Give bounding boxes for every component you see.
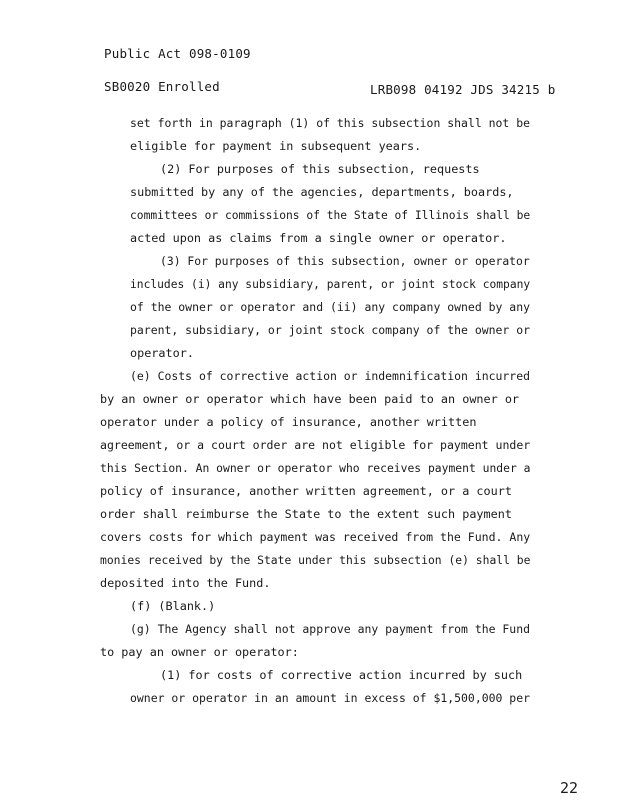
body-line: by an owner or operator which have been paid to an owner or bbox=[100, 392, 520, 406]
body-line: (g) The Agency shall not approve any payment from the Fund bbox=[130, 622, 530, 636]
body-line: covers costs for which payment was received from the Fund. Any bbox=[100, 530, 531, 544]
body-line: (1) for costs of corrective action incurred by such bbox=[160, 668, 523, 682]
body-line: agreement, or a court order are not eligible for payment under bbox=[100, 438, 531, 452]
body-line: includes (i) any subsidiary, parent, or joint stock company bbox=[130, 277, 531, 291]
body-line: submitted by any of the agencies, departments, boards, bbox=[130, 185, 514, 199]
body-line: monies received by the State under this subsection (e) shall be bbox=[100, 553, 531, 567]
lrb-number-header: LRB098 04192 JDS 34215 b bbox=[370, 82, 556, 97]
body-line: (2) For purposes of this subsection, requests bbox=[160, 162, 480, 176]
body-line: acted upon as claims from a single owner or operator. bbox=[130, 231, 507, 245]
body-line: deposited into the Fund. bbox=[100, 576, 271, 590]
body-line: committees or commissions of the State of Illinois shall be bbox=[130, 208, 531, 222]
body-line: operator. bbox=[130, 346, 194, 360]
body-line: policy of insurance, another written agreement, or a court bbox=[100, 484, 512, 498]
body-line: (e) Costs of corrective action or indemnification incurred bbox=[130, 369, 530, 383]
body-line: operator under a policy of insurance, another written bbox=[100, 415, 477, 429]
body-line: (3) For purposes of this subsection, owner or operator bbox=[160, 254, 530, 268]
body-line: set forth in paragraph (1) of this subsection shall not be bbox=[130, 116, 530, 130]
body-line: eligible for payment in subsequent years. bbox=[130, 139, 422, 153]
page-number: 22 bbox=[560, 779, 579, 797]
body-line: parent, subsidiary, or joint stock company of the owner or bbox=[130, 323, 530, 337]
public-act-header: Public Act 098-0109 bbox=[104, 46, 251, 61]
body-line: owner or operator in an amount in excess of $1,500,000 per bbox=[130, 691, 530, 705]
body-line: (f) (Blank.) bbox=[130, 599, 216, 613]
body-line: of the owner or operator and (ii) any company owned by any bbox=[130, 300, 530, 314]
body-line: order shall reimburse the State to the extent such payment bbox=[100, 507, 512, 521]
body-line: to pay an owner or operator: bbox=[100, 645, 299, 659]
bill-number-header: SB0020 Enrolled bbox=[104, 79, 220, 94]
body-line: this Section. An owner or operator who receives payment under a bbox=[100, 461, 531, 475]
